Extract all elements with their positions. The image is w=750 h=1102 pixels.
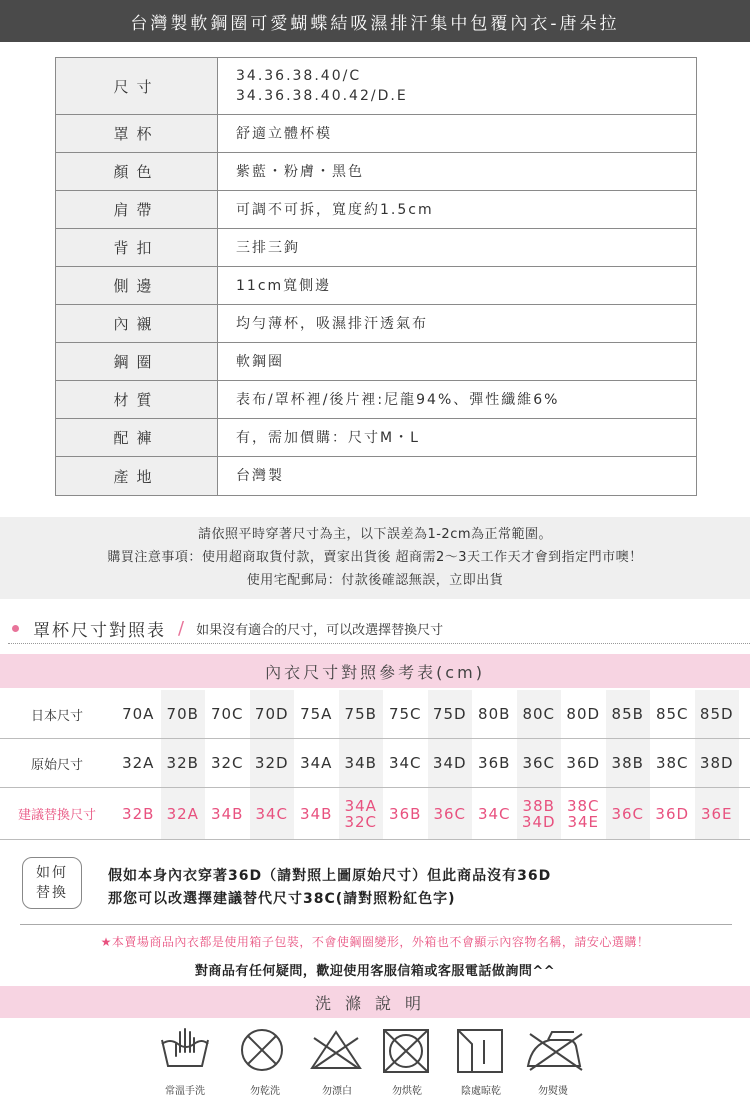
size-cell xyxy=(250,690,295,738)
size-cell-text: 34C xyxy=(255,804,289,823)
spec-row xyxy=(56,153,696,191)
size-chart-title: 內衣尺寸對照參考表(cm) xyxy=(265,662,485,682)
page-title: 台灣製軟鋼圈可愛蝴蝶結吸濕排汗集中包覆內衣-唐朵拉 xyxy=(0,0,750,42)
cup-size-heading xyxy=(8,614,750,644)
care-label: 勿乾洗 xyxy=(250,1086,280,1097)
spec-row xyxy=(56,58,696,115)
size-cell-text: 32C xyxy=(210,754,244,772)
size-cell xyxy=(339,788,384,839)
spec-value-line: 軟鋼圈 xyxy=(236,353,284,370)
size-cell-text: 38C xyxy=(655,754,689,772)
wash-instructions-bar xyxy=(0,986,750,1018)
spec-row xyxy=(56,229,696,267)
care-item xyxy=(372,1024,442,1099)
spec-value-line: 34.36.38.40.42/D.E xyxy=(236,88,408,104)
size-cell-text: 34A xyxy=(344,796,377,815)
customer-service-note: 對商品有任何疑問，歡迎使用客服信箱或客服電話做詢問^^ xyxy=(194,964,556,979)
spec-value xyxy=(218,305,696,342)
size-cell-text: 36C xyxy=(611,804,645,823)
size-row xyxy=(0,739,750,788)
replace-explanation xyxy=(108,865,551,911)
care-label: 陰處晾乾 xyxy=(461,1086,501,1097)
spec-row xyxy=(56,343,696,381)
spec-row xyxy=(56,305,696,343)
size-cell xyxy=(294,788,339,839)
size-cell-text: 75A xyxy=(300,705,333,723)
spec-table xyxy=(55,57,697,496)
hand-wash-icon xyxy=(156,1026,214,1076)
spec-value xyxy=(218,419,696,456)
size-cell xyxy=(695,739,740,787)
size-cell xyxy=(294,739,339,787)
size-cell-text: 75C xyxy=(388,705,422,723)
badge-line-1: 如何 xyxy=(36,865,68,881)
size-cell-text: 36B xyxy=(389,804,422,823)
size-cell xyxy=(116,739,161,787)
size-cell xyxy=(472,739,517,787)
spec-label: 側邊 xyxy=(56,267,218,304)
replace-line-2: 那您可以改選擇建議替代尺寸38C(請對照粉紅色字) xyxy=(108,891,456,907)
size-cell xyxy=(695,690,740,738)
size-cell-text: 38C xyxy=(566,796,600,815)
size-cell-text: 36E xyxy=(700,804,733,823)
size-cell-text: 36D xyxy=(566,754,601,772)
size-cell xyxy=(250,788,295,839)
size-cell-text: 38D xyxy=(699,754,734,772)
care-label: 勿漂白 xyxy=(322,1086,352,1097)
size-cell-text: 85C xyxy=(655,705,689,723)
size-row xyxy=(0,690,750,739)
spec-value xyxy=(218,381,696,418)
heading-slash: / xyxy=(178,618,185,639)
size-cells xyxy=(116,788,740,839)
cup-size-subtitle: 如果沒有適合的尺寸，可以改選擇替換尺寸 xyxy=(196,623,444,638)
size-cell xyxy=(650,690,695,738)
size-cell xyxy=(517,788,562,839)
size-cell-text: 34B xyxy=(211,804,244,823)
spec-label: 尺寸 xyxy=(56,58,218,114)
spec-value-line: 表布/罩杯裡/後片裡:尼龍94%、彈性纖維6% xyxy=(236,391,560,408)
size-cell xyxy=(161,788,206,839)
purchase-notice xyxy=(0,517,750,599)
size-cell-text: 70B xyxy=(166,705,199,723)
size-cell-text: 70C xyxy=(210,705,244,723)
spec-value xyxy=(218,58,696,114)
size-chart-title-bar xyxy=(0,654,750,688)
size-cell-text: 32C xyxy=(344,812,378,831)
spec-value-line: 舒適立體杯模 xyxy=(236,125,332,142)
size-cell-text: 38B xyxy=(522,796,555,815)
size-cell xyxy=(517,690,562,738)
how-to-replace-badge xyxy=(22,857,82,909)
divider xyxy=(20,924,732,925)
spec-label: 配褲 xyxy=(56,419,218,456)
spec-row xyxy=(56,115,696,153)
size-cell xyxy=(205,739,250,787)
spec-label: 背扣 xyxy=(56,229,218,266)
size-cell-text: 75B xyxy=(344,705,377,723)
size-cell-text: 85D xyxy=(699,705,734,723)
size-cell-text: 36C xyxy=(522,754,556,772)
badge-line-2: 替換 xyxy=(36,885,68,901)
shade-dry-icon xyxy=(452,1026,510,1076)
spec-value-line: 11cm寬側邊 xyxy=(236,277,332,294)
size-cell-text: 38B xyxy=(611,754,644,772)
spec-value xyxy=(218,153,696,190)
size-cell-text: 36B xyxy=(478,754,511,772)
size-chart-table xyxy=(0,690,750,840)
size-cell xyxy=(339,690,384,738)
size-cell xyxy=(250,739,295,787)
size-cell-text: 75D xyxy=(432,705,467,723)
size-cell xyxy=(695,788,740,839)
size-row-label: 建議替換尺寸 xyxy=(17,808,96,823)
size-row-label: 原始尺寸 xyxy=(30,757,83,773)
size-cell-text: 34E xyxy=(567,812,600,831)
size-cell xyxy=(561,788,606,839)
size-cell xyxy=(650,788,695,839)
spec-row xyxy=(56,419,696,457)
spec-value xyxy=(218,343,696,380)
spec-value-line: 有，需加價購：尺寸M・L xyxy=(236,429,420,446)
size-cell xyxy=(517,739,562,787)
notice-line-2: 購買注意事項：使用超商取貨付款，賣家出貨後 超商需2～3天工作天才會到指定門市噢！ xyxy=(107,550,643,565)
size-cell-text: 32B xyxy=(122,804,155,823)
size-cell xyxy=(161,690,206,738)
size-cell xyxy=(116,788,161,839)
size-cell-text: 32B xyxy=(166,754,199,772)
no-iron-icon xyxy=(524,1026,586,1076)
no-machine-dry-icon xyxy=(378,1026,436,1076)
care-item xyxy=(150,1024,220,1099)
notice-line-3: 使用宅配郵局：付款後確認無誤，立即出貨 xyxy=(246,573,504,588)
size-cell-text: 70D xyxy=(254,705,289,723)
size-cell-text: 36C xyxy=(433,804,467,823)
size-cell-text: 34B xyxy=(300,804,333,823)
notice-line-1: 請依照平時穿著尺寸為主，以下誤差為1-2cm為正常範圍。 xyxy=(197,527,553,542)
spec-label: 罩杯 xyxy=(56,115,218,152)
packaging-warning: ★本賣場商品內衣都是使用箱子包裝，不會使鋼圈變形，外箱也不會顯示內容物名稱，請安心選購！ xyxy=(100,935,650,949)
size-cell xyxy=(161,739,206,787)
size-cells xyxy=(116,690,740,738)
spec-value xyxy=(218,457,696,495)
size-cell-text: 32A xyxy=(166,804,199,823)
size-cell xyxy=(428,788,473,839)
size-cell xyxy=(428,739,473,787)
care-icons xyxy=(150,1024,590,1099)
size-cell-text: 34D xyxy=(521,812,556,831)
size-cell-text: 85B xyxy=(611,705,644,723)
size-cell xyxy=(205,690,250,738)
size-cell-text: 32D xyxy=(254,754,289,772)
spec-label: 產地 xyxy=(56,457,218,495)
size-cell-text: 34C xyxy=(477,804,511,823)
size-cell-text: 70A xyxy=(122,705,155,723)
care-item xyxy=(230,1024,300,1099)
size-row xyxy=(0,788,750,840)
size-cell-text: 80D xyxy=(566,705,601,723)
spec-value-line: 可調不可拆，寬度約1.5cm xyxy=(236,201,434,218)
replace-line-1: 假如本身內衣穿著36D（請對照上圖原始尺寸）但此商品沒有36D xyxy=(108,868,552,884)
size-cell xyxy=(650,739,695,787)
size-cell-text: 34B xyxy=(344,754,377,772)
spec-label: 內襯 xyxy=(56,305,218,342)
size-cell xyxy=(606,739,651,787)
spec-row xyxy=(56,381,696,419)
spec-value-line: 台灣製 xyxy=(236,468,284,484)
wash-title: 洗滌說明 xyxy=(314,993,435,1013)
spec-row xyxy=(56,267,696,305)
spec-value-line: 三排三鉤 xyxy=(236,239,300,256)
spec-value xyxy=(218,229,696,266)
no-tumble-dry-icon xyxy=(236,1026,294,1076)
spec-row xyxy=(56,191,696,229)
size-cell xyxy=(561,690,606,738)
size-cell xyxy=(472,788,517,839)
care-label: 勿烘乾 xyxy=(392,1086,422,1097)
spec-label: 顏色 xyxy=(56,153,218,190)
spec-value xyxy=(218,191,696,228)
care-label: 常溫手洗 xyxy=(165,1086,205,1097)
spec-value xyxy=(218,267,696,304)
spec-row xyxy=(56,457,696,495)
size-cell xyxy=(205,788,250,839)
size-cell-text: 34C xyxy=(388,754,422,772)
size-row-label: 日本尺寸 xyxy=(30,708,83,724)
size-cell xyxy=(383,690,428,738)
spec-value-line: 34.36.38.40/C xyxy=(236,68,362,84)
bullet-dot-icon xyxy=(12,625,19,632)
size-cell xyxy=(472,690,517,738)
care-item xyxy=(518,1024,588,1099)
size-cell xyxy=(339,739,384,787)
spec-value-line: 均勻薄杯，吸濕排汗透氣布 xyxy=(236,315,428,332)
spec-label: 材質 xyxy=(56,381,218,418)
size-cell xyxy=(294,690,339,738)
care-item xyxy=(302,1024,372,1099)
size-cell-text: 34A xyxy=(300,754,333,772)
spec-value-line: 紫藍・粉膚・黑色 xyxy=(236,163,364,180)
size-cell-text: 34D xyxy=(432,754,467,772)
care-item xyxy=(446,1024,516,1099)
spec-label: 鋼圈 xyxy=(56,343,218,380)
size-cell-text: 36D xyxy=(655,804,690,823)
care-label: 勿熨燙 xyxy=(538,1086,568,1097)
size-cell-text: 80B xyxy=(478,705,511,723)
size-cell xyxy=(383,788,428,839)
size-cell xyxy=(383,739,428,787)
cup-size-title: 罩杯尺寸對照表 xyxy=(33,621,166,641)
size-cell xyxy=(606,788,651,839)
size-cell xyxy=(116,690,161,738)
size-cells xyxy=(116,739,740,787)
size-cell xyxy=(606,690,651,738)
spec-value xyxy=(218,115,696,152)
no-bleach-icon xyxy=(308,1026,366,1076)
size-cell xyxy=(428,690,473,738)
size-cell-text: 32A xyxy=(122,754,155,772)
spec-label: 肩帶 xyxy=(56,191,218,228)
size-cell-text: 80C xyxy=(522,705,556,723)
size-cell xyxy=(561,739,606,787)
